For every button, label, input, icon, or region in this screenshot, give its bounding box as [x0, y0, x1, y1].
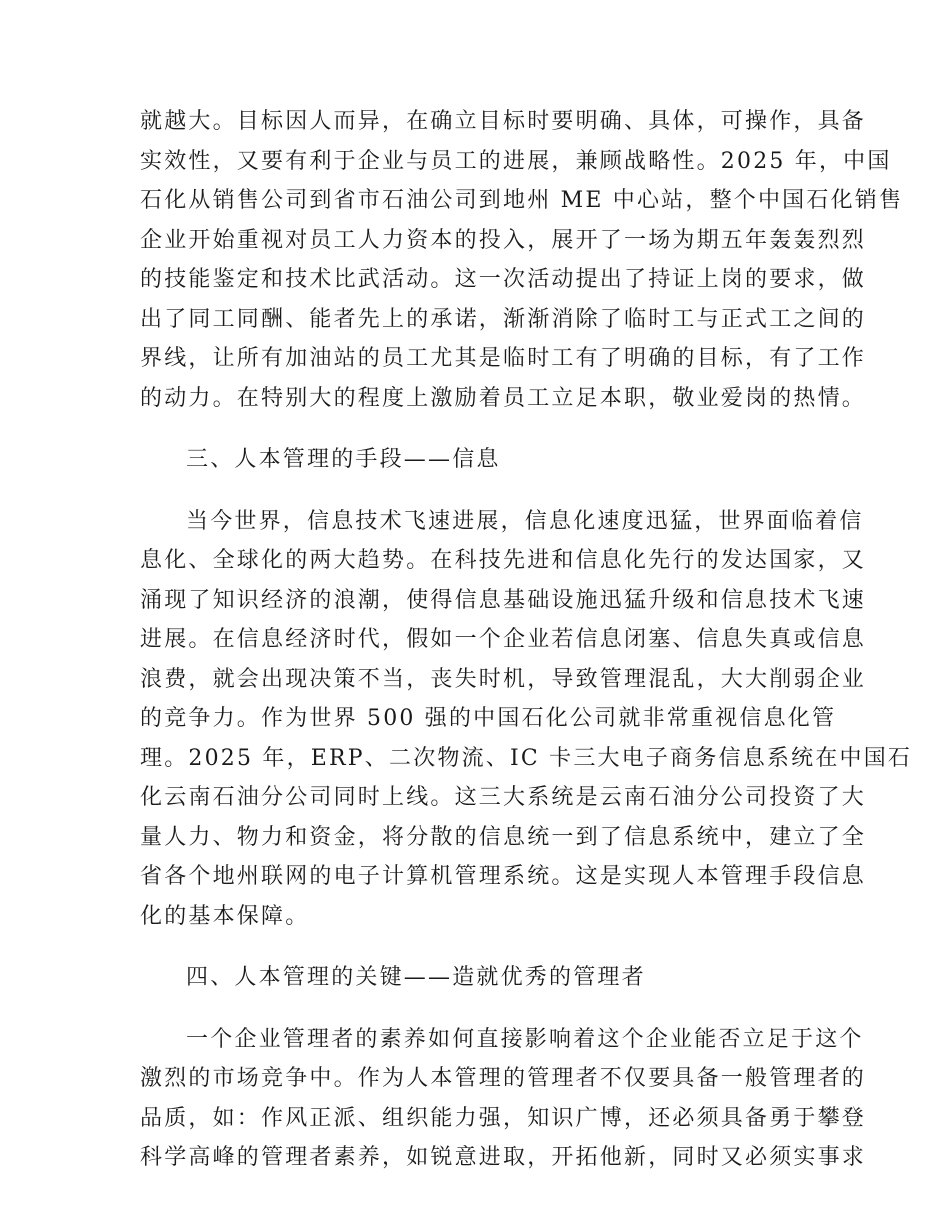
text-line: 进展。在信息经济时代，假如一个企业若信息闭塞、信息失真或信息 — [140, 627, 867, 652]
text-line: 的竞争力。作为世界 500 强的中国石化公司就非常重视信息化管 — [140, 706, 837, 731]
section-heading-managers: 四、人本管理的关键——造就优秀的管理者 — [186, 965, 646, 990]
text-line: 量人力、物力和资金，将分散的信息统一到了信息系统中，建立了全 — [140, 824, 867, 850]
text-line: 一个企业管理者的素养如何直接影响着这个企业能否立足于这个 — [186, 1026, 864, 1052]
text-line: 就越大。目标因人而异，在确立目标时要明确、具体，可操作，具备 — [140, 109, 867, 134]
text-line: 实效性，又要有利于企业与员工的进展，兼顾战略性。2025 年，中国 — [140, 148, 892, 174]
text-line: 化的基本保障。 — [140, 903, 310, 929]
paragraph-information — [140, 502, 913, 937]
text-line: 出了同工同酬、能者先上的承诺，渐渐消除了临时工与正式工之间的 — [140, 306, 867, 332]
text-line: 理。2025 年，ERP、二次物流、IC 卡三大电子商务信息系统在中国石 — [140, 745, 913, 771]
text-line: 的动力。在特别大的程度上激励着员工立足本职，敬业爱岗的热情。 — [140, 385, 867, 411]
text-line: 界线，让所有加油站的员工尤其是临时工有了明确的目标，有了工作 — [140, 346, 867, 371]
section-heading-information: 三、人本管理的手段——信息 — [186, 447, 501, 472]
text-line: 当今世界，信息技术飞速进展，信息化速度迅猛，世界面临着信 — [186, 508, 864, 534]
text-line: 浪费，就会出现决策不当，丧失时机，导致管理混乱，大大削弱企业 — [140, 666, 867, 692]
paragraph-managers — [140, 1020, 867, 1178]
text-line: 石化从销售公司到省市石油公司到地州 ME 中心站，整个中国石化销售 — [140, 188, 904, 213]
text-line: 科学高峰的管理者素养，如锐意进取，开拓他新，同时又必须实事求 — [140, 1145, 867, 1170]
text-line: 化云南石油分公司同时上线。这三大系统是云南石油分公司投资了大 — [140, 785, 867, 810]
text-line: 涌现了知识经济的浪潮，使得信息基础设施迅猛升级和信息技术飞速 — [140, 587, 867, 613]
text-line: 品质，如：作风正派、组织能力强，知识广博，还必须具备勇于攀登 — [140, 1105, 867, 1131]
text-line: 省各个地州联网的电子计算机管理系统。这是实现人本管理手段信息 — [140, 864, 867, 889]
text-line: 息化、全球化的两大趋势。在科技先进和信息化先行的发达国家，又 — [140, 548, 867, 573]
text-line: 企业开始重视对员工人力资本的投入，展开了一场为期五年轰轰烈烈 — [140, 227, 867, 253]
text-line: 激烈的市场竞争中。作为人本管理的管理者不仅要具备一般管理者的 — [140, 1066, 867, 1091]
text-line: 的技能鉴定和技术比武活动。这一次活动提出了持证上岗的要求，做 — [140, 267, 867, 292]
paragraph-goals — [140, 102, 904, 418]
